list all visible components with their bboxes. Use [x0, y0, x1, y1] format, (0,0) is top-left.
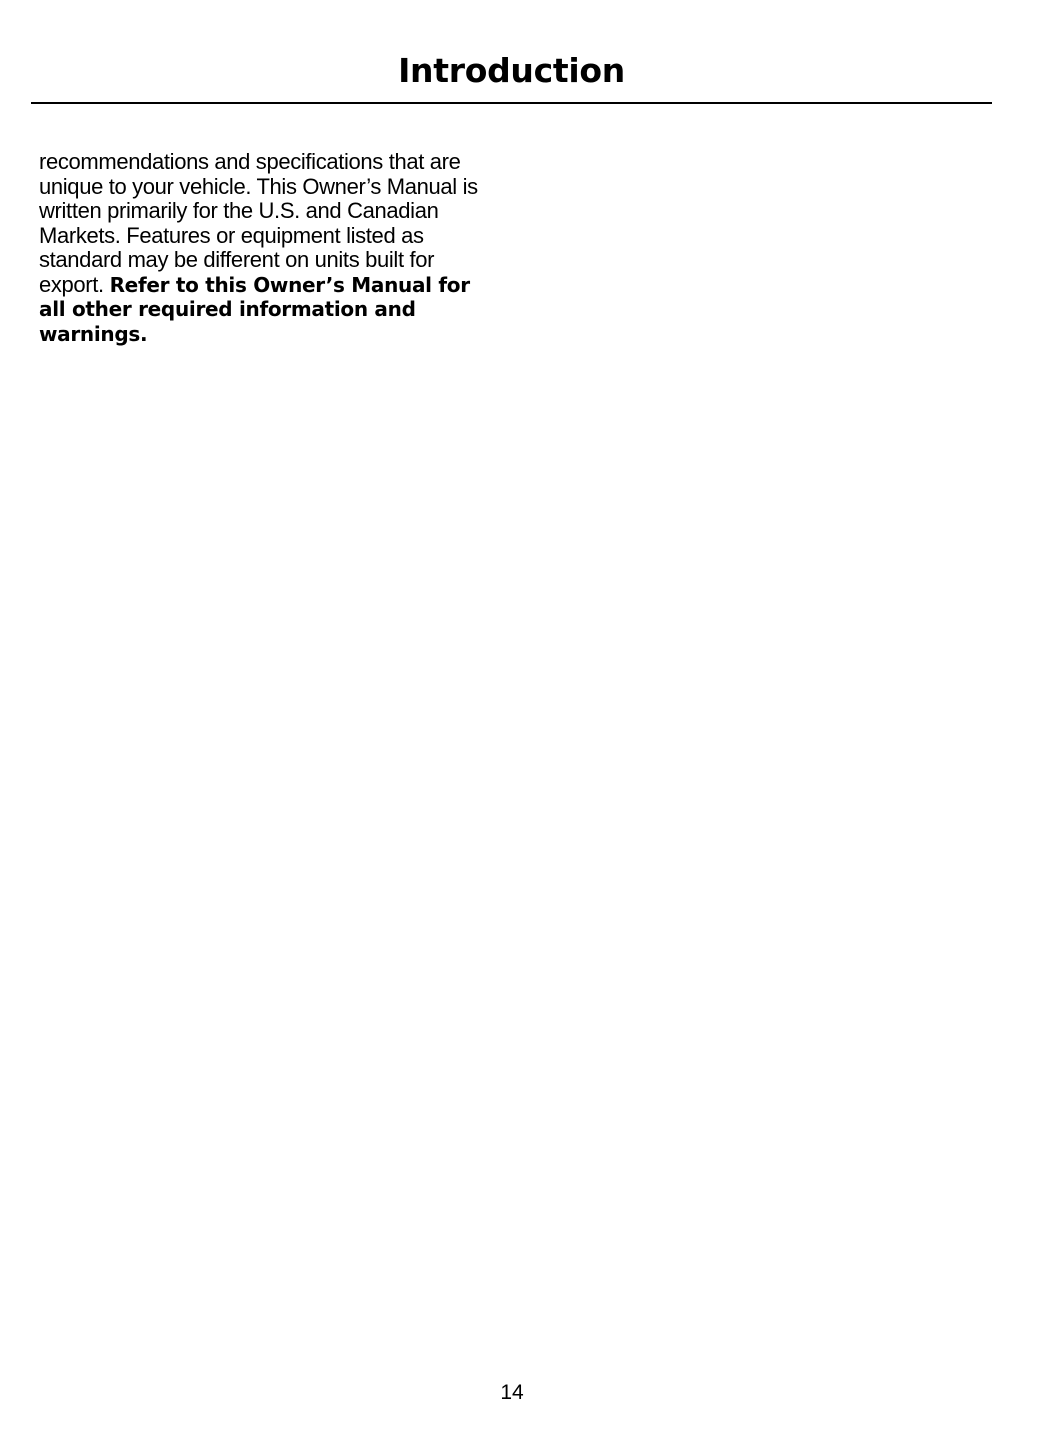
body-column	[39, 150, 494, 346]
paragraph-text: recommendations and specifications that are unique to your vehicle. This Owner’s Manual is written primarily for the U.S. and Canadian Markets. Features or equipment listed as standard may be different on units built for export.	[39, 149, 478, 297]
body-paragraph	[39, 150, 494, 346]
page-header	[31, 0, 992, 104]
paragraph-emphasis: Refer to this Owner’s Manual for all other required information and warnings.	[39, 272, 470, 346]
page-number: 14	[500, 1381, 524, 1404]
page-title: Introduction	[398, 51, 625, 90]
